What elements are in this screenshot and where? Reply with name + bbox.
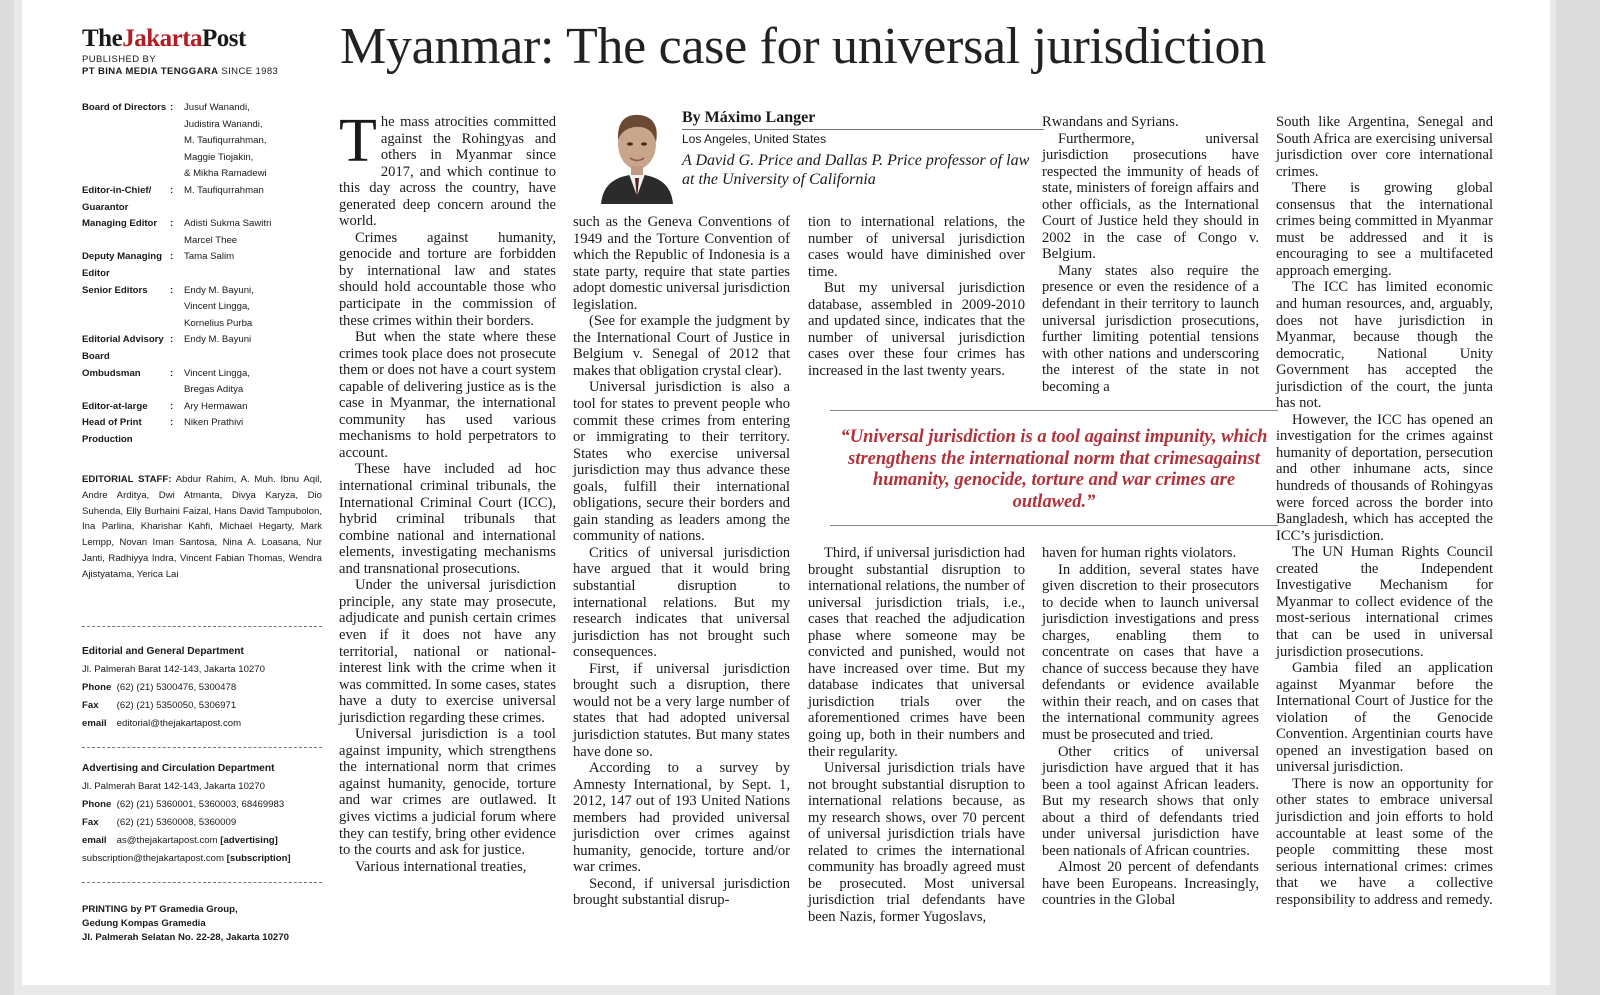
- article-paragraph: However, the ICC has opened an investigation for the crimes against humanity of deportation, persecution and other inhumane acts, since hundreds of thousands of Rohingyas were forced across the border into Bangladesh, which has accepted the ICC’s jurisdiction.: [1276, 411, 1493, 544]
- article-column-3-top: [808, 214, 1025, 379]
- phone-label: Phone: [82, 682, 112, 693]
- advertising-department: [82, 760, 332, 868]
- staff-colon: :: [170, 184, 174, 196]
- article-paragraph: Critics of universal jurisdiction have argued that it would bring substantial disruption to international relations. But my research indicates that universal jurisdiction has not brought such consequences.: [573, 544, 790, 661]
- printing-line: Jl. Palmerah Selatan No. 22-28, Jakarta 10270: [82, 932, 289, 943]
- publisher-info: [82, 54, 312, 78]
- staff-name: Endy M. Bayuni,: [184, 284, 254, 296]
- article-paragraph: Universal jurisdiction is a tool against impunity, which strengthens the international norm that crimes against humanity, genocide, torture and war crimes are outlawed. It gives victims a judicial forum where they can testify, bring other evidence to the courts and ask for justice.: [339, 726, 556, 859]
- article-paragraph: Furthermore, universal jurisdiction prosecutions have respected the immunity of heads of state, ministers of foreign affairs and other officials, as the International Court of Justice held they should in 2002 in the case of Congo v. Belgium.: [1042, 130, 1259, 263]
- article-column-4-top: [1042, 114, 1259, 395]
- staff-name: Kornelius Purba: [184, 317, 253, 329]
- logo-post: Post: [202, 25, 246, 52]
- article-paragraph: Third, if universal jurisdiction had brought substantial disruption to international relations, the number of universal jurisdiction trials, i.e., cases that reached the adjudication phase where someone may be convicted and punished, would not have increased over time. But my database indicates that universal jurisdiction trials over the aforementioned crimes have been going up, both in their numbers and their regularity.: [808, 545, 1025, 760]
- staff-row: [82, 100, 322, 183]
- article-column-3-bottom: [808, 545, 1025, 926]
- article-paragraph: haven for human rights violators.: [1042, 545, 1237, 561]
- subscription-email-tag: [subscription]: [226, 853, 291, 864]
- staff-row: [82, 183, 322, 216]
- staff-name: Maggie Tiojakin,: [184, 151, 254, 163]
- page-gutter-left: [0, 0, 14, 995]
- staff-name: M. Taufiqurrahman: [184, 184, 264, 196]
- staff-role: Editorial Advisory Board: [82, 334, 164, 362]
- editorial-dept-title: Editorial and General Department: [82, 646, 244, 657]
- article-column-2: [573, 214, 790, 909]
- editorial-phone: (62) (21) 5300476, 5300478: [116, 682, 237, 693]
- article-paragraph: Universal jurisdiction is also a tool for states to prevent people who commit these crimes from entering or immigrating to their territory. States who exercise universal jurisdiction may thus advance these goals, fulfill their international obligations, secure their borders and gain standing as leaders among the community of nations.: [573, 379, 790, 545]
- pull-quote: “Universal jurisdiction is a tool against impunity, which strengthens the international norm that crimesagainst humanity, genocide, torture and war crimes are outlawed.”: [830, 410, 1278, 526]
- editorial-staff-label: EDITORIAL STAFF:: [82, 474, 172, 485]
- article-headline: Myanmar: The case for universal jurisdiction: [340, 18, 1266, 75]
- staff-name: M. Taufiqurrahman,: [184, 135, 267, 147]
- staff-row: [82, 415, 322, 448]
- printing-info: [82, 903, 332, 945]
- ad-dept-title: Advertising and Circulation Department: [82, 763, 275, 774]
- staff-names: [184, 283, 322, 333]
- divider: [82, 882, 322, 883]
- article-paragraph: South like Argentina, Senegal and South Africa are exercising universal jurisdiction over core international crimes.: [1276, 114, 1493, 180]
- masthead: [82, 26, 312, 78]
- staff-role: Head of Print Production: [82, 417, 142, 445]
- publisher-name: PT BINA MEDIA TENGGARA: [82, 66, 219, 77]
- staff-row: [82, 249, 322, 282]
- editorial-email: editorial@thejakartapost.com: [116, 718, 242, 729]
- article-column-4-bottom: [1042, 545, 1259, 909]
- article-paragraph: Second, if universal jurisdiction brought substantial disrup-: [573, 875, 790, 909]
- staff-role: Managing Editor: [82, 218, 158, 230]
- author-role: A David G. Price and Dallas P. Price professor of law at the University of California: [682, 152, 1030, 188]
- staff-colon: :: [170, 400, 174, 412]
- staff-name: Judistira Wanandi,: [184, 118, 263, 130]
- staff-colon: :: [170, 284, 174, 296]
- printing-line: PRINTING by PT Gramedia Group,: [82, 904, 238, 915]
- staff-colon: :: [170, 334, 174, 346]
- subscription-email: subscription@thejakartapost.com: [82, 853, 224, 864]
- article-paragraph: Gambia filed an application against Myanmar before the International Court of Justice for the violation of the Genocide Convention. Argentinian courts have opened an investigation based on universal jurisdiction.: [1276, 660, 1493, 776]
- editorial-fax: (62) (21) 5350050, 5306971: [116, 700, 237, 711]
- staff-names: [184, 100, 322, 183]
- article-paragraph: Crimes against humanity, genocide and torture are forbidden by international law and states should hold accountable those who participate in the commission of these crimes within their borders.: [339, 229, 556, 329]
- ad-phone: (62) (21) 5360001, 5360003, 68469983: [116, 799, 285, 810]
- article-paragraph: The mass atrocities committed against the Rohingyas and others in Myanmar since 2017, and which continue to this day across the country, have generated deep concern around the world.: [339, 107, 556, 230]
- article-paragraph: But when the state where these crimes took place does not prosecute them or does not have a court system capable of delivering justice as is the case in Myanmar, the international community has used various mechanisms to hold perpetrators to account.: [339, 329, 556, 461]
- staff-row: [82, 216, 322, 249]
- staff-role: Deputy Managing Editor: [82, 251, 162, 279]
- article-paragraph: In addition, several states have given discretion to their prosecutors to decide when to launch universal jurisdiction investigations and press charges, enabling them to concentrate on cases that have a chance of success because they have defendants or evidence available within their reach, and on cases that the international community agrees must be prosecuted and tried.: [1042, 561, 1259, 744]
- article-paragraph: These have included ad hoc international criminal tribunals, the International Criminal Court (ICC), hybrid criminal tribunals that combine national and international elements, investigating mechanisms and transnational prosecutions.: [339, 461, 556, 577]
- author-name: By Máximo Langer: [682, 107, 1044, 130]
- staff-row: [82, 366, 322, 399]
- staff-role: Editor-at-large: [82, 400, 148, 412]
- article-paragraph: Many states also require the presence or even the residence of a defendant in their territory to launch universal jurisdiction prosecutions, further limiting potential tensions with other nations and underscoring the interest of the state in not becoming a: [1042, 262, 1259, 395]
- staff-name: Vincent Lingga,: [184, 367, 250, 379]
- printing-line: Gedung Kompas Gramedia: [82, 918, 206, 929]
- editorial-dept-address: Jl. Palmerah Barat 142-143, Jakarta 10270: [82, 664, 265, 675]
- masthead-logo: [82, 26, 312, 52]
- article-paragraph: The ICC has limited economic and human resources, and, arguably, does not have jurisdiction in Myanmar, because though the democratic, National Unity Government has accepted the jurisdiction of the court, the junta has not.: [1276, 279, 1493, 412]
- divider: [82, 747, 322, 748]
- staff-names: [184, 183, 322, 216]
- staff-name: & Mikha Ramadewi: [184, 168, 267, 180]
- staff-role: Editor-in-Chief/ Guarantor: [82, 184, 152, 213]
- staff-names: [184, 216, 322, 249]
- editorial-department: [82, 643, 332, 733]
- article-paragraph: Other critics of universal jurisdiction have argued that it has been a tool against African leaders. But my research shows that only about a third of defendants tried under universal jurisdiction have been nationals of African countries.: [1042, 743, 1259, 859]
- article-paragraph: First, if universal jurisdiction brought such a disruption, there would not be a very large number of states that had adopted universal jurisdiction statutes. But many states have done so.: [573, 660, 790, 760]
- staff-row: [82, 399, 322, 416]
- staff-role: Board of Directors: [82, 102, 167, 113]
- article-paragraph: But my universal jurisdiction database, assembled in 2009-2010 and updated since, indicates that the number of universal jurisdiction cases over these four crimes has increased in the last twenty years.: [808, 280, 1025, 379]
- article-paragraph: There is now an opportunity for other states to embrace universal jurisdiction and join efforts to hold accountable at least some of the people committing these most serious international crimes: crimes that we have a collective responsibility to address and remedy.: [1276, 775, 1493, 908]
- article-paragraph: The UN Human Rights Council created the Independent Investigative Mechanism for Myanmar to collect evidence of the most-serious international crimes that can be used in universal jurisdiction prosecutions.: [1276, 544, 1493, 660]
- logo-the: The: [82, 25, 123, 52]
- divider: [82, 626, 322, 627]
- publisher-since: SINCE 1983: [221, 66, 279, 77]
- staff-box: [82, 100, 322, 448]
- fax-label: Fax: [82, 817, 99, 828]
- article-paragraph: According to a survey by Amnesty International, by Sept. 1, 2012, 147 out of 193 United Nations members had provided universal jurisdiction over crimes against humanity, genocide, torture and/or war crimes.: [573, 760, 790, 876]
- staff-names: [184, 366, 322, 399]
- staff-name: Tama Salim: [184, 251, 235, 263]
- article-paragraph: such as the Geneva Conventions of 1949 and the Torture Convention of which the Republic of Indonesia is a state party, require that state parties adopt domestic universal jurisdiction legislation.: [573, 214, 790, 313]
- published-by: PUBLISHED BY: [82, 54, 156, 65]
- article-paragraph: tion to international relations, the number of universal jurisdiction cases would have diminished over time.: [808, 214, 1025, 280]
- staff-name: Jusuf Wanandi,: [184, 102, 250, 113]
- drop-cap: T: [339, 107, 377, 175]
- logo-jakarta: Jakarta: [122, 25, 203, 52]
- staff-name: Vincent Lingga,: [184, 301, 250, 313]
- ad-dept-address: Jl. Palmerah Barat 142-143, Jakarta 10270: [82, 781, 265, 792]
- staff-names: [184, 415, 322, 448]
- article-column-5: [1276, 114, 1493, 908]
- author-photo: [597, 104, 677, 204]
- email-label: email: [82, 835, 107, 846]
- staff-names: [184, 332, 322, 365]
- article-paragraph: Rwandans and Syrians.: [1042, 114, 1179, 130]
- newspaper-page: [22, 0, 1550, 985]
- article-paragraph: Almost 20 percent of defendants have been Europeans. Increasingly, countries in the Global: [1042, 859, 1259, 909]
- article-column-1: [339, 107, 556, 875]
- editorial-staff-names: Abdur Rahim, A. Muh. Ibnu Aqil, Andre Arditya, Dwi Atmanta, Divya Karyza, Dio Suhenda, Elly Burhaini Faizal, Hans David Tampubolon, Ina Parlina, Kharishar Kahfi, Michael Hegarty, Mark Lempp, Novan Iman Santosa, Nina A. Loasana, Nur Janti, Radhiyya Indra, Vincent Fabian Thomas, Wendra Ajistyatama, Yerica Lai: [82, 474, 322, 580]
- ad-email-tag: [advertising]: [220, 835, 278, 846]
- staff-colon: :: [170, 367, 174, 379]
- ad-email: as@thejakartapost.com: [116, 835, 218, 846]
- staff-colon: :: [170, 417, 174, 429]
- email-label: email: [82, 718, 107, 729]
- fax-label: Fax: [82, 700, 99, 711]
- staff-name: Marcel Thee: [184, 234, 238, 246]
- staff-name: Adisti Sukma Sawitri: [184, 218, 272, 230]
- staff-name: Bregas Aditya: [184, 384, 244, 396]
- page-gutter-right: [1556, 0, 1600, 995]
- staff-colon: :: [170, 251, 174, 263]
- staff-role: Ombudsman: [82, 367, 141, 379]
- staff-name: Ary Hermawan: [184, 400, 248, 412]
- author-location: Los Angeles, United States: [682, 132, 827, 146]
- article-paragraph: (See for example the judgment by the International Court of Justice in Belgium v. Senegal of 2012 that makes that obligation crystal clear).: [573, 313, 790, 379]
- staff-name: Niken Prathivi: [184, 417, 244, 429]
- article-paragraph: Various international treaties,: [355, 858, 527, 875]
- ad-fax: (62) (21) 5360008, 5360009: [116, 817, 237, 828]
- byline: [682, 107, 1044, 189]
- article-paragraph: Under the universal jurisdiction principle, any state may prosecute, adjudicate and punish certain crimes even if it does not have any territorial, national or national-interest link with the crime when it was committed. In some cases, states have a duty to exercise universal jurisdiction regarding these crimes.: [339, 577, 556, 726]
- article-paragraph: There is growing global consensus that the international crimes being committed in Myanmar must be addressed and it is encouraging to see a multifaceted approach emerging.: [1276, 180, 1493, 279]
- staff-row: [82, 332, 322, 365]
- staff-role: Senior Editors: [82, 284, 148, 296]
- article-paragraph: Universal jurisdiction trials have not brought substantial disruption to international relations because, as my research shows, over 70 percent of universal jurisdiction trials have related to crimes the international community has broadly agreed must be prosecuted. Most universal jurisdiction trial defendants have been Nazis, former Yugoslavs,: [808, 760, 1025, 926]
- staff-names: [184, 399, 322, 416]
- staff-colon: :: [170, 218, 174, 230]
- staff-names: [184, 249, 322, 282]
- staff-name: Endy M. Bayuni: [184, 334, 252, 346]
- editorial-staff: [82, 472, 322, 583]
- staff-row: [82, 283, 322, 333]
- phone-label: Phone: [82, 799, 112, 810]
- staff-colon: :: [170, 102, 174, 113]
